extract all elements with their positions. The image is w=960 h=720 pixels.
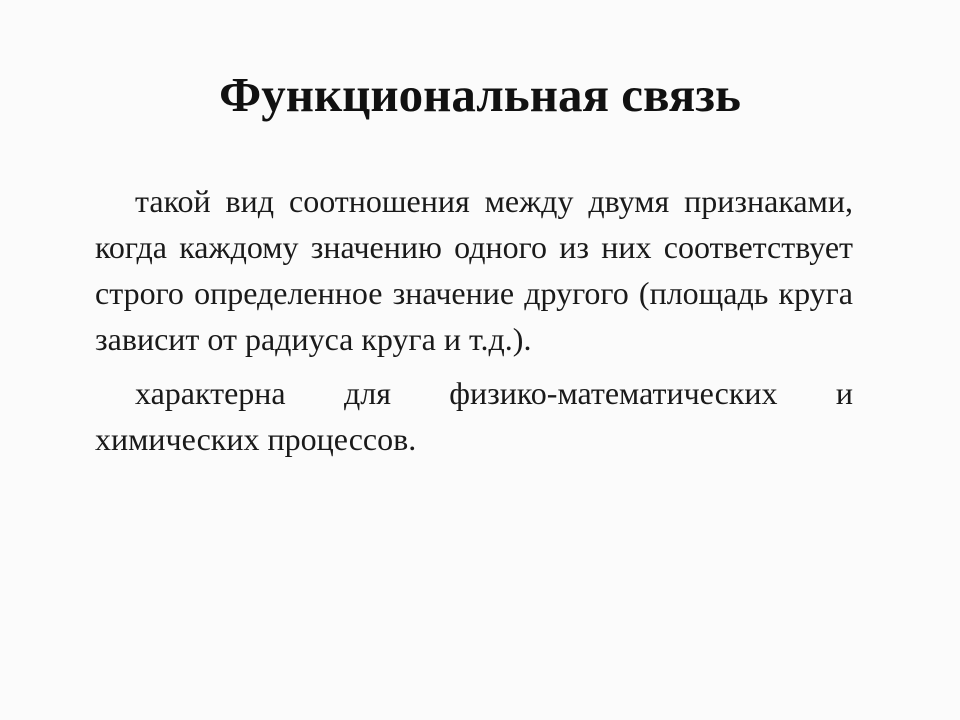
definition-paragraph: такой вид соотношения между двумя признаками, когда каждому значению одного из них соответствует строго определенное значение другого (площадь круга зависит от радиуса круга и т.д.).: [95, 183, 853, 357]
slide-body: [95, 178, 853, 470]
slide-title: Функциональная связь: [219, 67, 741, 122]
usage-paragraph: характерна для физико-математических и химических процессов.: [95, 375, 853, 457]
